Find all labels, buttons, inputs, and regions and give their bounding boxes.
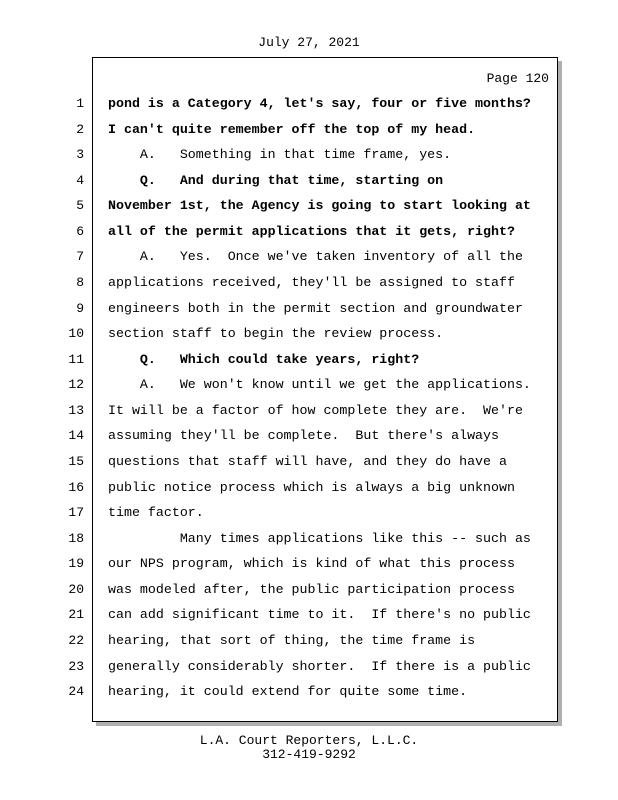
transcript-line: A. Yes. Once we've taken inventory of all the xyxy=(108,249,523,265)
line-number: 5 xyxy=(76,198,84,214)
line-number: 11 xyxy=(68,351,84,367)
transcript-line: It will be a factor of how complete they are. We're xyxy=(108,402,523,418)
transcript-line: hearing, that sort of thing, the time frame is xyxy=(108,632,476,648)
transcript-line: hearing, it could extend for quite some time. xyxy=(108,684,468,700)
line-number: 8 xyxy=(76,274,84,290)
line-number: 10 xyxy=(68,326,84,342)
transcript-line: section staff to begin the review process. xyxy=(108,326,444,342)
transcript-line: was modeled after, the public participation process xyxy=(108,581,515,597)
line-number: 7 xyxy=(76,249,84,265)
line-number: 12 xyxy=(68,377,84,393)
footer-company: L.A. Court Reporters, L.L.C. xyxy=(199,733,419,748)
footer xyxy=(0,734,618,762)
line-number: 4 xyxy=(76,172,84,188)
transcript-line: time factor. xyxy=(108,505,204,521)
line-number: 17 xyxy=(68,505,84,521)
transcript-line: generally considerably shorter. If there is a public xyxy=(108,658,531,674)
transcript-line: engineers both in the permit section and groundwater xyxy=(108,300,523,316)
line-number: 15 xyxy=(68,453,84,469)
line-number: 21 xyxy=(68,607,84,623)
line-number: 9 xyxy=(76,300,84,316)
transcript-line: A. We won't know until we get the applications. xyxy=(108,377,531,393)
line-number: 20 xyxy=(68,581,84,597)
line-number: 22 xyxy=(68,632,84,648)
transcript-line: assuming they'll be complete. But there's always xyxy=(108,428,499,444)
transcript-line: can add significant time to it. If there's no public xyxy=(108,607,531,623)
line-number: 2 xyxy=(76,121,84,137)
transcript-line: November 1st, the Agency is going to start looking at xyxy=(108,198,531,214)
transcript-line: public notice process which is always a big unknown xyxy=(108,479,515,495)
line-number: 23 xyxy=(68,658,84,674)
transcript-line: I can't quite remember off the top of my head. xyxy=(108,121,476,137)
line-number: 18 xyxy=(68,530,84,546)
line-number: 3 xyxy=(76,147,84,163)
transcript-line: pond is a Category 4, let's say, four or five months? xyxy=(108,96,531,111)
transcript-line: Many times applications like this -- such as xyxy=(108,530,531,546)
line-number: 1 xyxy=(76,96,84,111)
footer-phone: 312-419-9292 xyxy=(262,747,356,762)
transcript-line: Q. And during that time, starting on xyxy=(108,172,444,188)
transcript-line: our NPS program, which is kind of what this process xyxy=(108,556,515,572)
page-number: Page 120 xyxy=(486,71,549,86)
transcript-line: applications received, they'll be assigned to staff xyxy=(108,274,515,290)
line-number: 16 xyxy=(68,479,84,495)
transcript-line: A. Something in that time frame, yes. xyxy=(108,147,452,163)
line-number: 6 xyxy=(76,223,84,239)
transcript-line: Q. Which could take years, right? xyxy=(108,351,420,367)
transcript-line: questions that staff will have, and they do have a xyxy=(108,453,507,469)
line-number: 13 xyxy=(68,402,84,418)
line-number: 14 xyxy=(68,428,84,444)
transcript-line: all of the permit applications that it gets, right? xyxy=(108,223,515,239)
line-number: 24 xyxy=(68,684,84,700)
transcript-date: July 27, 2021 xyxy=(258,35,360,50)
line-number: 19 xyxy=(68,556,84,572)
